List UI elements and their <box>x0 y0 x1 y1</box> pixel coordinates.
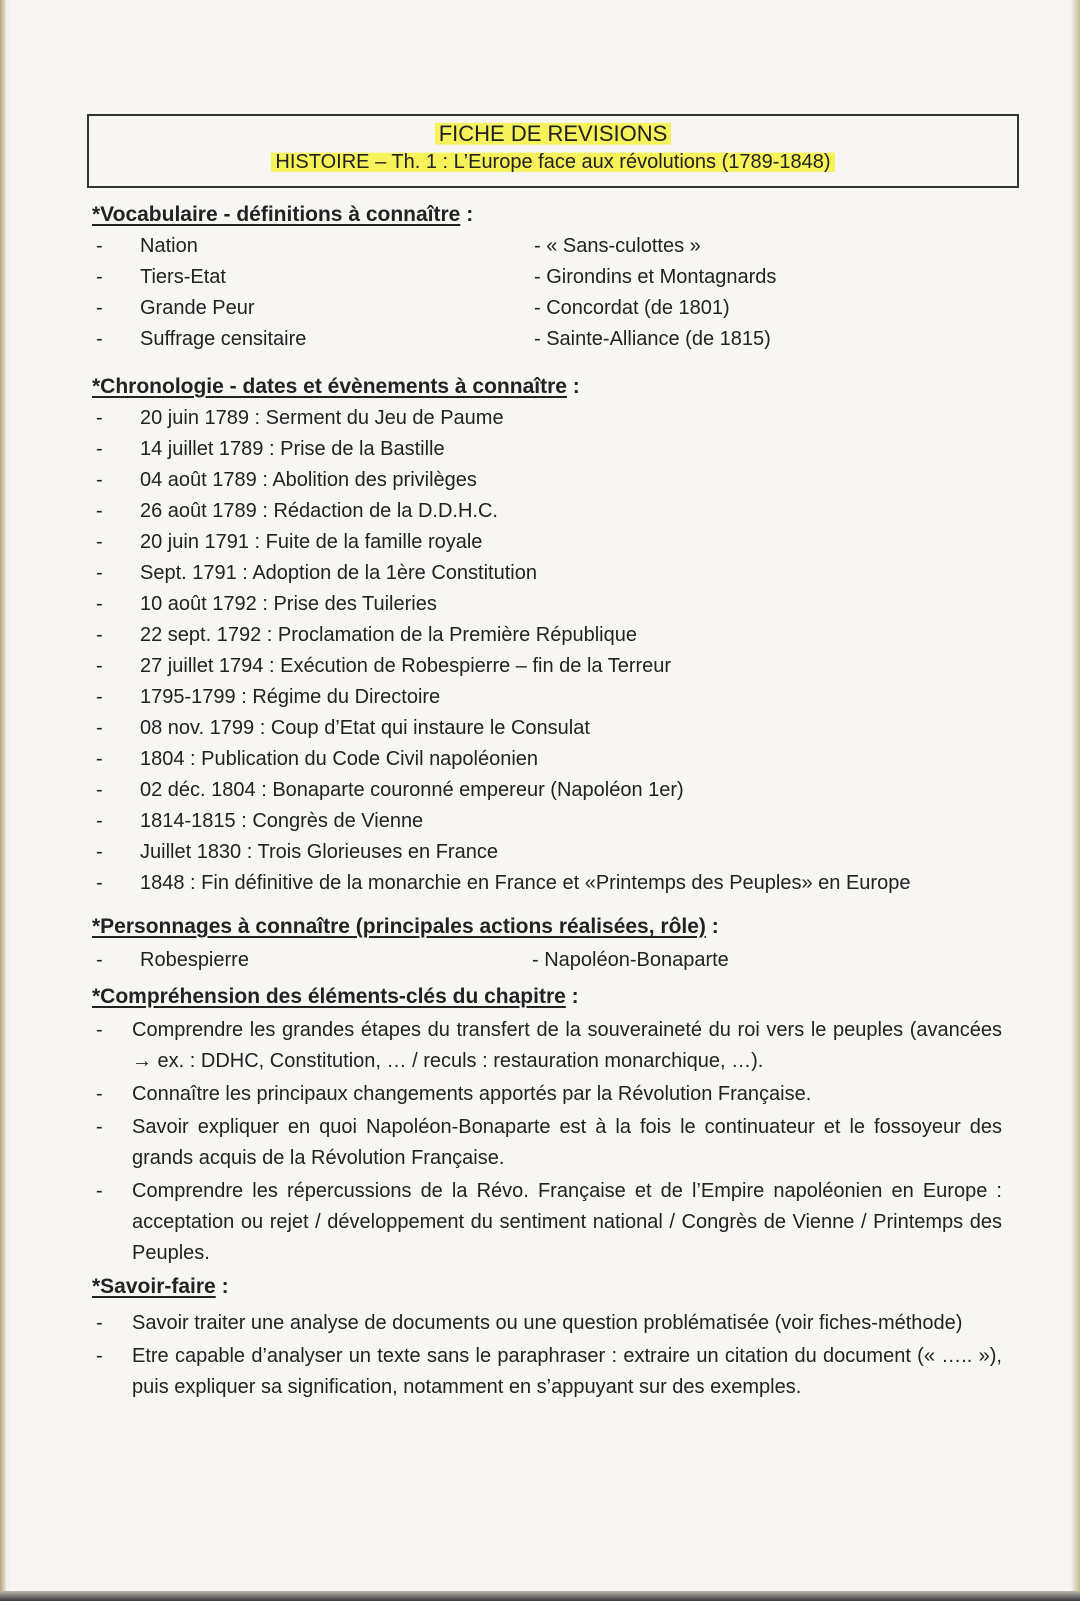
list-item: - 1804 : Publication du Code Civil napoléonien <box>92 744 910 775</box>
list-item: - 27 juillet 1794 : Exécution de Robespierre – fin de la Terreur <box>92 651 910 682</box>
savoir-faire-list <box>92 1308 1002 1405</box>
list-item: - Connaître les principaux changements apportés par la Révolution Française. <box>92 1079 1002 1110</box>
section-comprehension-heading <box>92 985 579 1009</box>
heading-colon: : <box>565 985 579 1008</box>
page-edge-right <box>1072 0 1080 1601</box>
chronologie-list <box>92 403 910 899</box>
list-item: - 14 juillet 1789 : Prise de la Bastille <box>92 434 910 465</box>
list-item: - Concordat (de 1801) <box>534 293 776 324</box>
list-item: - 20 juin 1789 : Serment du Jeu de Paume <box>92 403 910 434</box>
list-item: - 22 sept. 1792 : Proclamation de la Première République <box>92 620 910 651</box>
heading-colon: : <box>705 915 719 938</box>
title-box <box>87 114 1019 188</box>
list-item: - Nation <box>92 231 306 262</box>
list-item: - Savoir expliquer en quoi Napoléon-Bonaparte est à la fois le continuateur et le fossoyeur des grands acquis de la Révolution Française. <box>92 1112 1002 1174</box>
list-item: - Savoir traiter une analyse de documents ou une question problématisée (voir fiches-méthode) <box>92 1308 1002 1339</box>
heading-colon: : <box>460 203 474 226</box>
list-item: - Comprendre les répercussions de la Révo. Française et de l’Empire napoléonien en Europe : acceptation ou rejet / développement du sentiment national / Congrès de Vienne / Printemps des Peuples. <box>92 1176 1002 1269</box>
list-item: - Tiers-Etat <box>92 262 306 293</box>
list-item: - Comprendre les grandes étapes du transfert de la souveraineté du roi vers le peuples (avancées → ex. : DDHC, Constitution, … / reculs : restauration monarchique, …). <box>92 1015 1002 1077</box>
vocabulaire-heading-text: *Vocabulaire - définitions à connaître <box>92 203 461 226</box>
personnages-list-left <box>92 945 249 976</box>
list-item: - 1814-1815 : Congrès de Vienne <box>92 806 910 837</box>
vocabulaire-list-left <box>92 231 306 355</box>
personnages-heading-text: *Personnages à connaître (principales actions réalisées, rôle) <box>92 915 706 938</box>
title-highlight: FICHE DE REVISIONS <box>435 121 672 146</box>
list-item: - 26 août 1789 : Rédaction de la D.D.H.C. <box>92 496 910 527</box>
list-item: - Grande Peur <box>92 293 306 324</box>
list-item: - 1795-1799 : Régime du Directoire <box>92 682 910 713</box>
list-item: - 04 août 1789 : Abolition des privilèges <box>92 465 910 496</box>
heading-colon: : <box>215 1275 229 1298</box>
chronologie-heading-text: *Chronologie - dates et évènements à connaître <box>92 375 567 398</box>
list-item: - Sept. 1791 : Adoption de la 1ère Constitution <box>92 558 910 589</box>
list-item: - 02 déc. 1804 : Bonaparte couronné empereur (Napoléon 1er) <box>92 775 910 806</box>
personnages-list-right <box>532 945 729 976</box>
section-chronologie-heading <box>92 375 580 399</box>
list-item: - Etre capable d’analyser un texte sans le paraphraser : extraire un citation du document (« ….. »), puis expliquer sa signification, notamment en s’appuyant sur des exemples. <box>92 1341 1002 1403</box>
heading-colon: : <box>566 375 580 398</box>
list-item: - Sainte-Alliance (de 1815) <box>534 324 776 355</box>
list-item: - 1848 : Fin définitive de la monarchie en France et «Printemps des Peuples» en Europe <box>92 868 910 899</box>
vocabulaire-list-right <box>534 231 776 355</box>
list-item: - « Sans-culottes » <box>534 231 776 262</box>
savoir-faire-heading-text: *Savoir-faire <box>92 1275 216 1298</box>
list-item: - 10 août 1792 : Prise des Tuileries <box>92 589 910 620</box>
page-edge-left <box>0 0 6 1601</box>
list-item: - Suffrage censitaire <box>92 324 306 355</box>
subtitle-highlight: HISTOIRE – Th. 1 : L’Europe face aux révolutions (1789-1848) <box>271 151 834 173</box>
list-item: - 08 nov. 1799 : Coup d’Etat qui instaure le Consulat <box>92 713 910 744</box>
list-item: - Juillet 1830 : Trois Glorieuses en France <box>92 837 910 868</box>
list-item: - 20 juin 1791 : Fuite de la famille royale <box>92 527 910 558</box>
comprehension-list <box>92 1015 1002 1271</box>
page-edge-bottom <box>0 1591 1080 1601</box>
section-vocabulaire-heading <box>92 203 473 227</box>
list-item: - Girondins et Montagnards <box>534 262 776 293</box>
page-subtitle <box>89 151 1017 174</box>
page-title <box>89 121 1017 147</box>
section-savoir-faire-heading <box>92 1275 229 1299</box>
list-item: - Robespierre <box>92 945 249 976</box>
comprehension-heading-text: *Compréhension des éléments-clés du chapitre <box>92 985 566 1008</box>
section-personnages-heading <box>92 915 719 939</box>
list-item: - Napoléon-Bonaparte <box>532 945 729 976</box>
